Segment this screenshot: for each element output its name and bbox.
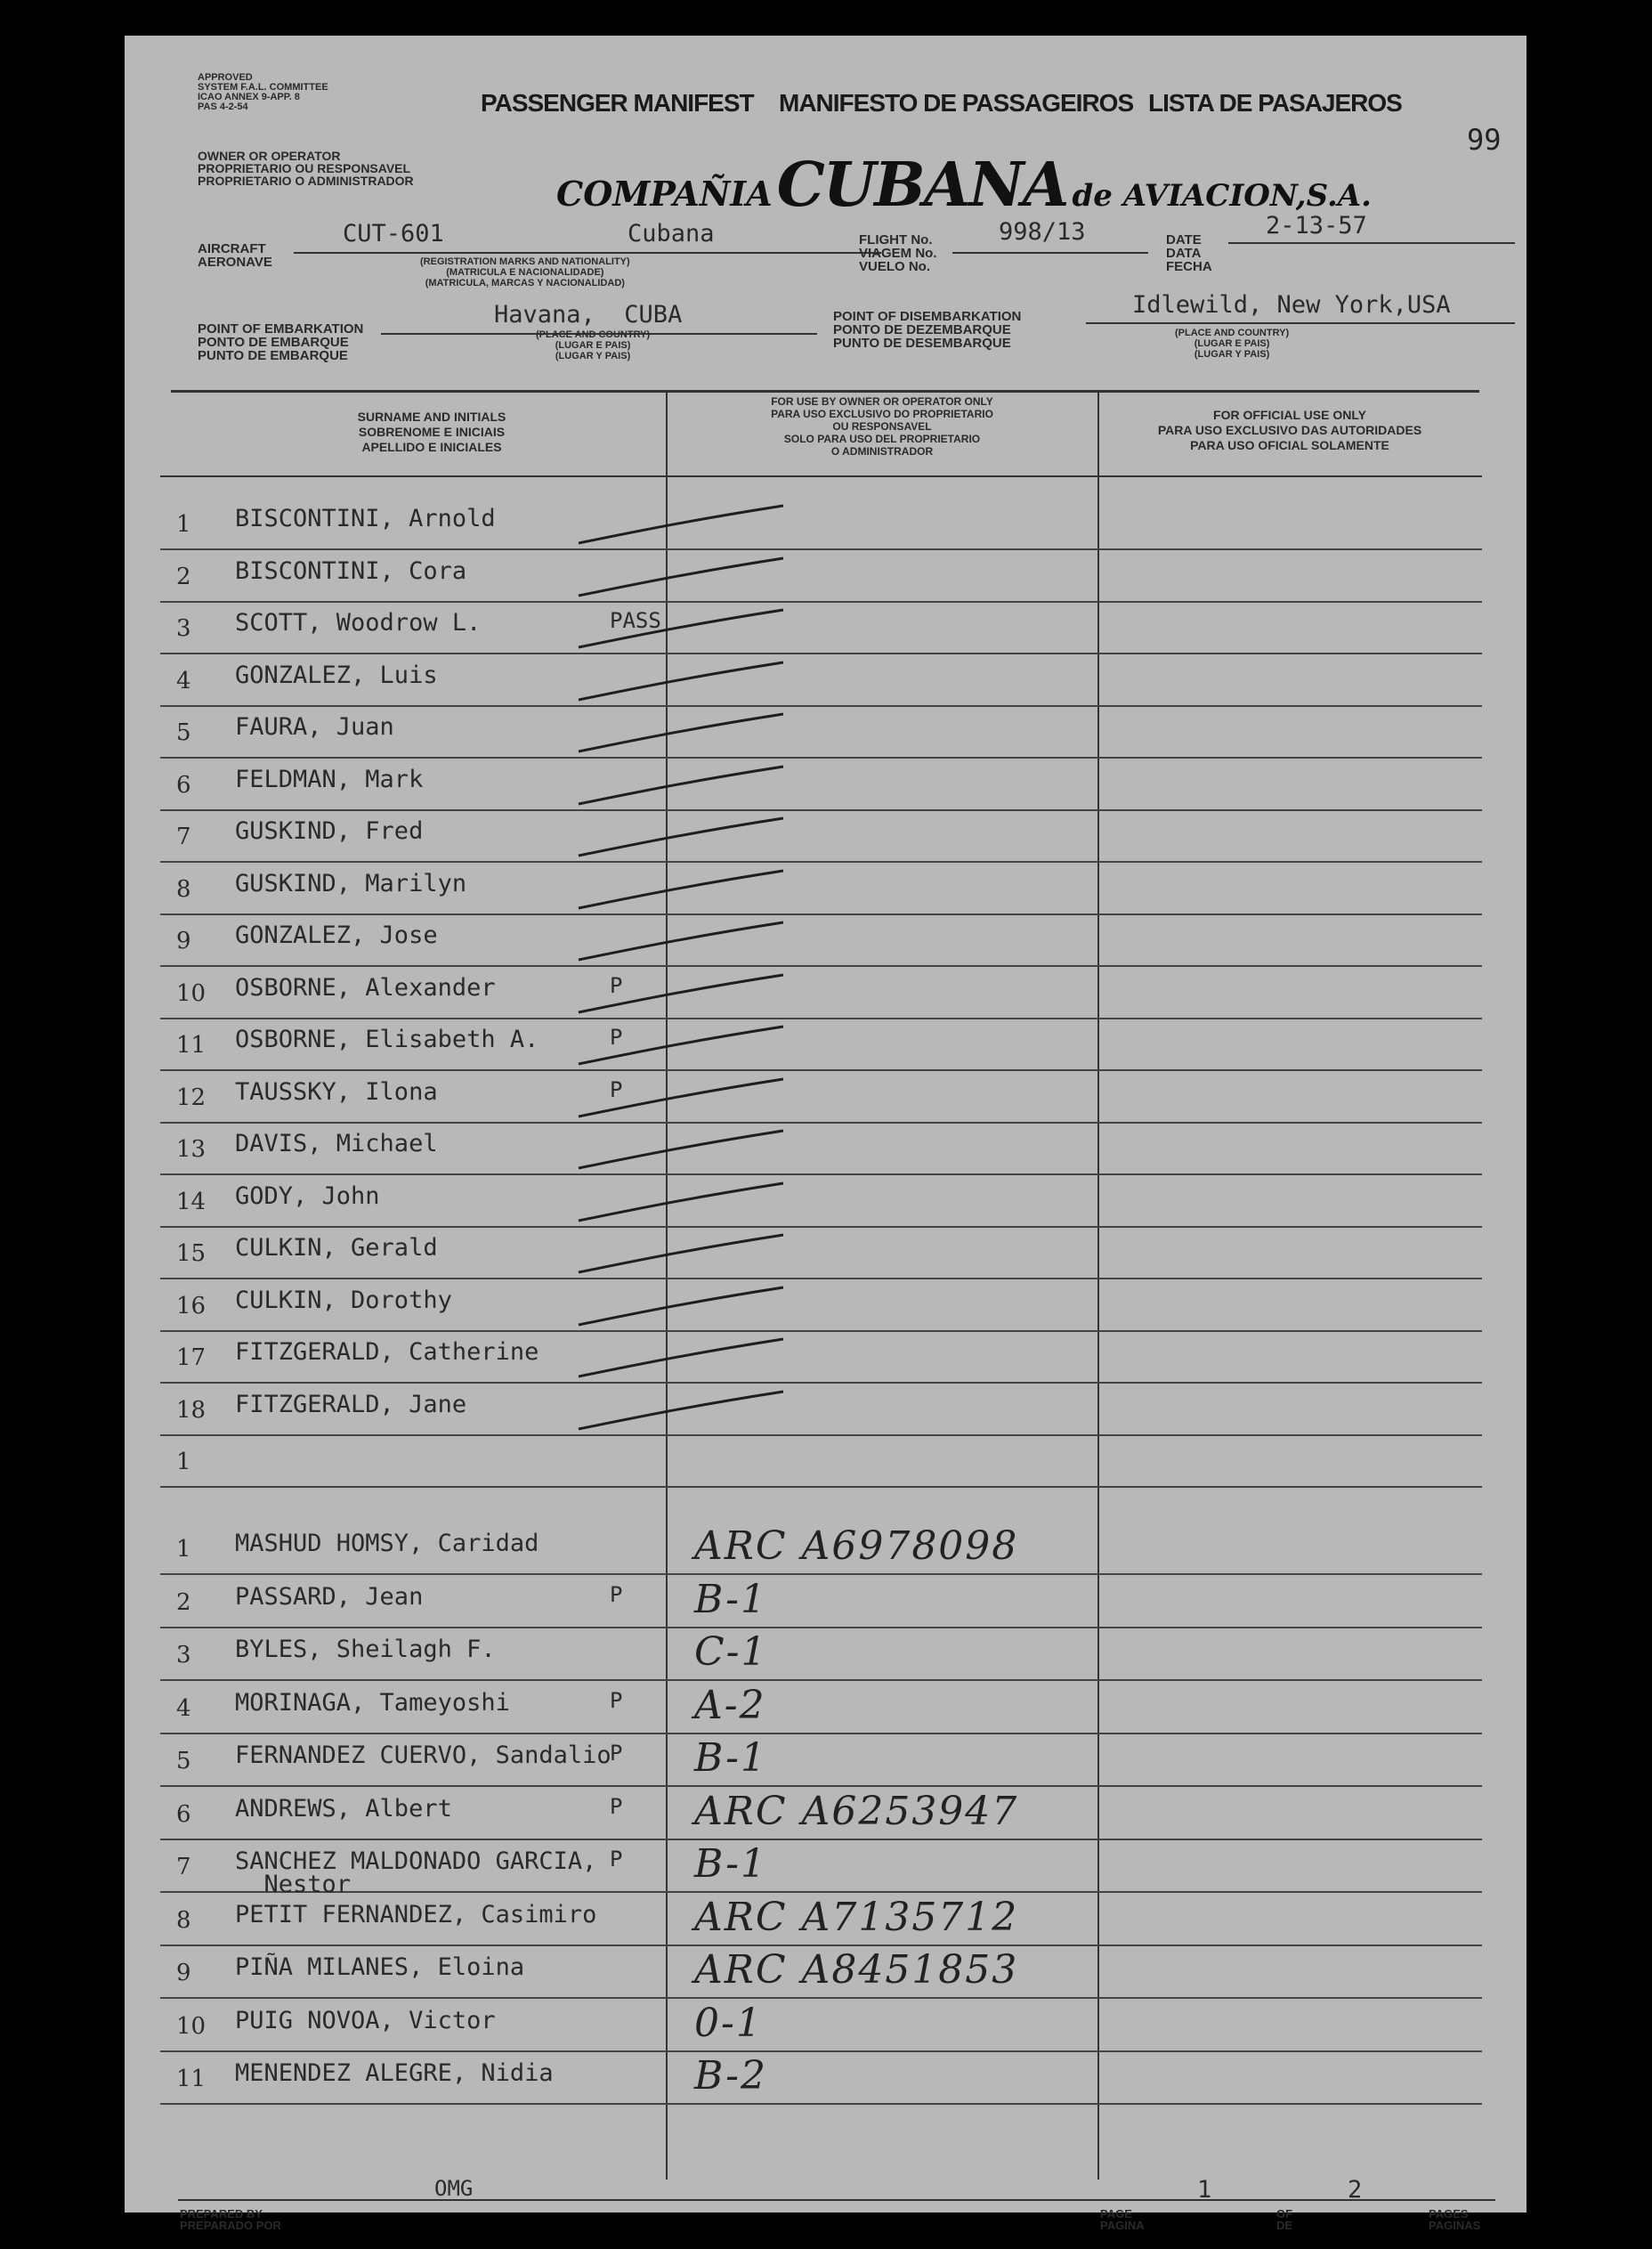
check-stroke [570,1124,801,1177]
row-number: 10 [176,2012,206,2040]
row-number: 2 [176,1588,191,1616]
passenger-name: GONZALEZ, Luis [235,661,438,689]
passenger-name: TAUSSKY, Ilona [235,1077,438,1106]
passport-mark: P [610,972,623,998]
check-stroke [570,968,801,1021]
check-stroke [570,759,801,813]
visa-code: 0-1 [694,2000,763,2046]
check-stroke [570,864,801,917]
visa-code: ARC A6253947 [694,1788,1019,1834]
passenger-name: BYLES, Sheilagh F. [235,1636,496,1663]
passenger-name: ANDREWS, Albert [235,1794,452,1823]
visa-code: B-1 [694,1841,768,1887]
passenger-row [125,655,1526,707]
check-stroke [570,499,801,552]
row-number: 7 [176,824,191,850]
passenger-row [125,1840,1526,1898]
prepared-by-value: OMG [434,2176,474,2201]
check-stroke [570,603,801,656]
check-stroke [570,811,801,865]
passenger-name: PIÑA MILANES, Eloina [235,1953,525,1981]
flight-number-value: 998/13 [999,218,1086,246]
passenger-row [125,811,1526,863]
passport-mark: P [610,1581,623,1607]
passenger-name: CULKIN, Gerald [235,1234,438,1262]
of-label: OF DE [1276,2207,1293,2232]
manifest-sheet [125,36,1526,2232]
aircraft-label: AIRCRAFT AERONAVE [198,241,272,270]
names-column-header: SURNAME AND INITIALS SOBRENOME E INICIAIS APELLIDO E INICIALES [357,410,506,454]
row-number: 4 [176,1694,191,1722]
passenger-row [125,1522,1526,1575]
row-number: 8 [176,1906,191,1934]
page-label: PAGE PAGINA [1100,2207,1145,2232]
passenger-row [125,1628,1526,1681]
passenger-name: GUSKIND, Marilyn [235,869,467,897]
airline-logo [556,150,1372,221]
check-stroke [570,655,801,709]
passenger-name: MASHUD HOMSY, Caridad [235,1530,539,1557]
passport-mark: P [610,1687,623,1713]
passenger-row [125,2000,1526,2052]
passenger-row [125,1228,1526,1279]
row-number: 3 [176,1642,191,1668]
row-number: 9 [176,1960,191,1986]
row-number: 6 [176,771,191,799]
check-stroke [570,707,801,760]
passenger-row [125,759,1526,811]
passenger-row [125,603,1526,654]
row-number: 11 [176,1032,206,1059]
visa-code: ARC A6978098 [694,1523,1019,1569]
row-number: 1 [176,1536,191,1563]
visa-code: C-1 [694,1629,768,1675]
visa-code: ARC A8451853 [694,1947,1019,1993]
passenger-row [125,1384,1526,1436]
prepared-by-label: PREPARED BY PREPARADO POR [180,2207,281,2232]
embarkation-value: Havana, CUBA [494,301,683,329]
visa-code: A-2 [694,1682,766,1728]
row-number: 17 [176,1344,206,1371]
row-number: 8 [176,875,191,903]
official-use-column-header: FOR OFFICIAL USE ONLY PARA USO EXCLUSIVO DAS AUTORIDADES PARA USO OFICIAL SOLAMENTE [1157,408,1422,452]
registration-caption: (REGISTRATION MARKS AND NATIONALITY) (MATRICULA E NACIONALIDADE) (MATRICULA, MARCAS Y NACIONALIDAD) [420,256,630,288]
passenger-name: MENENDEZ ALEGRE, Nidia [235,2059,554,2087]
passport-mark: P [610,1076,623,1102]
row-number: 15 [176,1240,206,1267]
visa-code: B-1 [694,1576,768,1622]
passenger-name: GUSKIND, Fred [235,817,424,845]
row-number: 11 [176,2066,206,2092]
passenger-row [125,1788,1526,1840]
passenger-row [125,915,1526,967]
check-stroke [570,915,801,969]
passport-mark: P [610,1847,623,1871]
passenger-name: FERNANDEZ CUERVO, Sandalio [235,1742,611,1769]
row-number: 6 [176,1800,191,1828]
passenger-row [125,1072,1526,1124]
passenger-name: PETIT FERNANDEZ, Casimiro [235,1900,597,1928]
row-number: 1 [176,511,191,538]
row-number: 7 [176,1854,191,1880]
row-number: 18 [176,1396,206,1424]
passenger-row [125,1332,1526,1384]
passenger-name: PASSARD, Jean [235,1582,424,1611]
visa-code: B-1 [694,1735,768,1781]
passenger-name: FITZGERALD, Jane [235,1390,467,1418]
page-value: 1 [1197,2176,1212,2204]
passenger-name: BISCONTINI, Arnold [235,505,496,532]
total-pages-value: 2 [1348,2176,1363,2204]
passport-mark: P [610,1793,623,1819]
date-value: 2-13-57 [1266,212,1367,240]
passenger-row [125,1576,1526,1628]
passenger-name: PUIG NOVOA, Victor [235,2006,496,2034]
passenger-row [125,707,1526,759]
passport-mark: PASS [610,608,661,633]
approval-stamp: APPROVED SYSTEM F.A.L. COMMITTEE ICAO ANNEX 9-APP. 8 PAS 4-2-54 [198,72,328,112]
passenger-row [125,1176,1526,1228]
passenger-name: SCOTT, Woodrow L. [235,609,482,637]
pages-label: PAGES PAGINAS [1429,2207,1481,2232]
passenger-row [125,968,1526,1019]
passenger-name: OSBORNE, Alexander [235,973,496,1002]
row-number: 16 [176,1292,206,1319]
title-portuguese: MANIFESTO DE PASSAGEIROS [779,89,1134,117]
logo-compania: COMPAÑIA [556,174,773,214]
disembarkation-caption: (PLACE AND COUNTRY) (LUGAR E PAIS) (LUGAR Y PAIS) [1175,328,1290,360]
date-label: DATE DATA FECHA [1166,232,1212,274]
passenger-name: OSBORNE, Elisabeth A. [235,1026,539,1053]
row-number: 14 [176,1188,206,1215]
passenger-row [125,1124,1526,1175]
row-number: 2 [176,563,191,590]
passenger-row [125,1280,1526,1332]
passenger-name: BISCONTINI, Cora [235,556,467,585]
row-number: 5 [176,719,191,746]
passenger-row [125,551,1526,603]
row-number: 4 [176,667,191,694]
passport-mark: P [610,1025,623,1050]
title-spanish: LISTA DE PASAJEROS [1148,89,1402,117]
check-stroke [570,1228,801,1281]
visa-code: B-2 [694,2053,768,2099]
check-stroke [570,1332,801,1385]
title-english: PASSENGER MANIFEST [481,89,754,117]
row-number: 12 [176,1084,206,1111]
passenger-name: DAVIS, Michael [235,1130,438,1157]
flight-label: FLIGHT No. VIAGEM No. VUELO No. [859,232,937,274]
check-stroke [570,1072,801,1125]
row-number: 13 [176,1136,206,1163]
check-stroke [570,1019,801,1073]
passenger-row [125,864,1526,915]
passenger-name: FITZGERALD, Catherine [235,1338,539,1366]
passenger-row [125,1019,1526,1071]
passenger-row [125,1894,1526,1946]
embarkation-label: POINT OF EMBARKATION PONTO DE EMBARQUE PUNTO DE EMBARQUE [198,321,364,363]
row-number: 1 [176,1449,191,1475]
owner-label: OWNER OR OPERATOR PROPRIETARIO OU RESPONSAVEL PROPRIETARIO O ADMINISTRADOR [198,149,414,188]
logo-cubana: CUBANA [776,150,1068,221]
passenger-name: FAURA, Juan [235,713,394,741]
check-stroke [570,551,801,605]
row-number: 3 [176,615,191,642]
check-stroke [570,1384,801,1438]
passenger-row [125,499,1526,550]
owner-use-column-header: FOR USE BY OWNER OR OPERATOR ONLY PARA USO EXCLUSIVO DO PROPRIETARIO OU RESPONSAVEL SOLO PARA USO DEL PROPRIETARIO O ADMINISTRADOR [771,395,993,458]
passenger-name: GODY, John [235,1181,380,1210]
row-number: 5 [176,1748,191,1774]
passport-mark: P [610,1741,623,1766]
passenger-row [125,1946,1526,1999]
passenger-name: GONZALEZ, Jose [235,922,438,949]
passenger-name: FELDMAN, Mark [235,765,424,793]
disembarkation-value: Idlewild, New York,USA [1132,291,1451,319]
passenger-row [125,1682,1526,1734]
check-stroke [570,1280,801,1334]
disembarkation-label: POINT OF DISEMBARKATION PONTO DE DEZEMBARQUE PUNTO DE DESEMBARQUE [833,309,1022,351]
row-number: 9 [176,928,191,954]
passenger-row [125,1734,1526,1787]
passenger-name: SANCHEZ MALDONADO GARCIA, Nestor [235,1847,597,1898]
page-number: 99 [1467,123,1502,157]
passenger-name: CULKIN, Dorothy [235,1286,452,1314]
nationality-value: Cubana [628,220,715,248]
visa-code: ARC A7135712 [694,1894,1019,1940]
row-number: 10 [176,979,206,1007]
passenger-row [125,2052,1526,2105]
registration-value: CUT-601 [343,220,444,248]
check-stroke [570,1176,801,1230]
embarkation-caption: (PLACE AND COUNTRY) (LUGAR E PAIS) (LUGAR Y PAIS) [536,329,651,361]
passenger-name: MORINAGA, Tameyoshi [235,1688,510,1717]
passenger-row [125,1436,1526,1488]
logo-aviacion: de AVIACION,S.A. [1072,178,1372,214]
